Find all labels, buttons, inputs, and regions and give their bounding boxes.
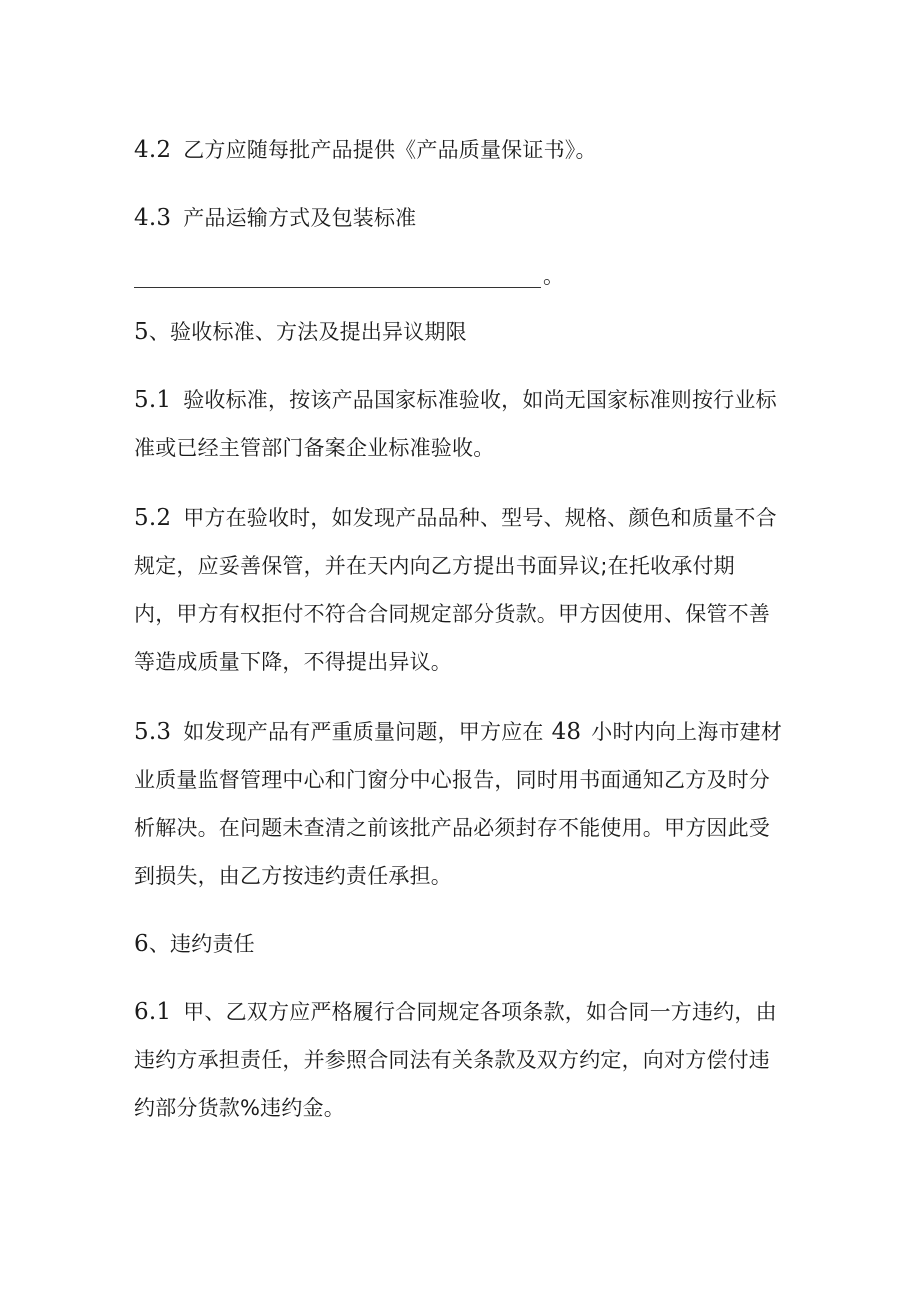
clause-number: 5.3 — [134, 719, 172, 745]
clause-6-1-line: 约部分货款%违约金。 — [134, 1096, 345, 1120]
section-6-line — [134, 920, 794, 968]
clause-5-3-line: 业质量监督管理中心和门窗分中心报告，同时用书面通知乙方及时分 — [134, 768, 770, 792]
clause-4-2 — [134, 126, 794, 174]
clause-6-1 — [134, 988, 794, 1132]
clause-4-3-line — [134, 194, 794, 242]
clause-number: 4.3 — [134, 205, 172, 231]
clause-text: 甲、乙双方应严格履行合同规定各项条款，如合同一方违约，由 — [183, 1000, 777, 1024]
fill-in-blank-row — [134, 252, 564, 300]
clause-6-1-line — [134, 988, 794, 1036]
clause-4-2-line — [134, 126, 794, 174]
clause-5-2 — [134, 494, 794, 686]
clause-number: 5.1 — [134, 387, 172, 413]
clause-6-1-line: 违约方承担责任，并参照合同法有关条款及双方约定，向对方偿付违 — [134, 1048, 770, 1072]
section-title: 、违约责任 — [148, 932, 255, 956]
section-number: 6 — [134, 931, 149, 957]
clause-5-1 — [134, 376, 794, 472]
clause-number: 4.2 — [134, 137, 172, 163]
clause-5-3-line: 析解决。在问题未查清之前该批产品必须封存不能使用。甲方因此受 — [134, 816, 770, 840]
section-5-line — [134, 308, 794, 356]
clause-5-2-line: 等造成质量下降，不得提出异议。 — [134, 650, 452, 674]
fill-in-blank-line[interactable] — [134, 267, 541, 288]
clause-text: 小时内向上海市建材 — [591, 720, 783, 744]
clause-text: 甲方在验收时，如发现产品品种、型号、规格、颜色和质量不合 — [183, 506, 777, 530]
clause-number: 6.1 — [134, 999, 172, 1025]
clause-5-3-line: 到损失，由乙方按违约责任承担。 — [134, 864, 452, 888]
clause-number: 5.2 — [134, 505, 172, 531]
clause-text: 产品运输方式及包装标准 — [183, 206, 417, 230]
section-5-heading — [134, 308, 794, 356]
clause-5-2-line: 内，甲方有权拒付不符合合同规定部分货款。甲方因使用、保管不善 — [134, 602, 770, 626]
clause-5-2-line: 规定，应妥善保管，并在天内向乙方提出书面异议;在托收承付期 — [134, 554, 735, 578]
clause-text: 乙方应随每批产品提供《产品质量保证书》。 — [183, 138, 597, 162]
section-6-heading — [134, 920, 794, 968]
hours-number: 48 — [551, 719, 582, 745]
clause-5-1-line: 准或已经主管部门备案企业标准验收。 — [134, 436, 495, 460]
blank-end-punctuation: 。 — [543, 264, 564, 288]
clause-text: 如发现产品有严重质量问题，甲方应在 — [183, 720, 544, 744]
section-number: 5 — [134, 319, 149, 345]
clause-5-3 — [134, 708, 794, 900]
clause-text: 验收标准，按该产品国家标准验收，如尚无国家标准则按行业标 — [183, 388, 777, 412]
clause-5-2-line — [134, 494, 794, 542]
clause-5-3-line — [134, 708, 794, 756]
clause-4-3 — [134, 194, 794, 242]
section-title: 、验收标准、方法及提出异议期限 — [148, 320, 467, 344]
clause-5-1-line — [134, 376, 794, 424]
